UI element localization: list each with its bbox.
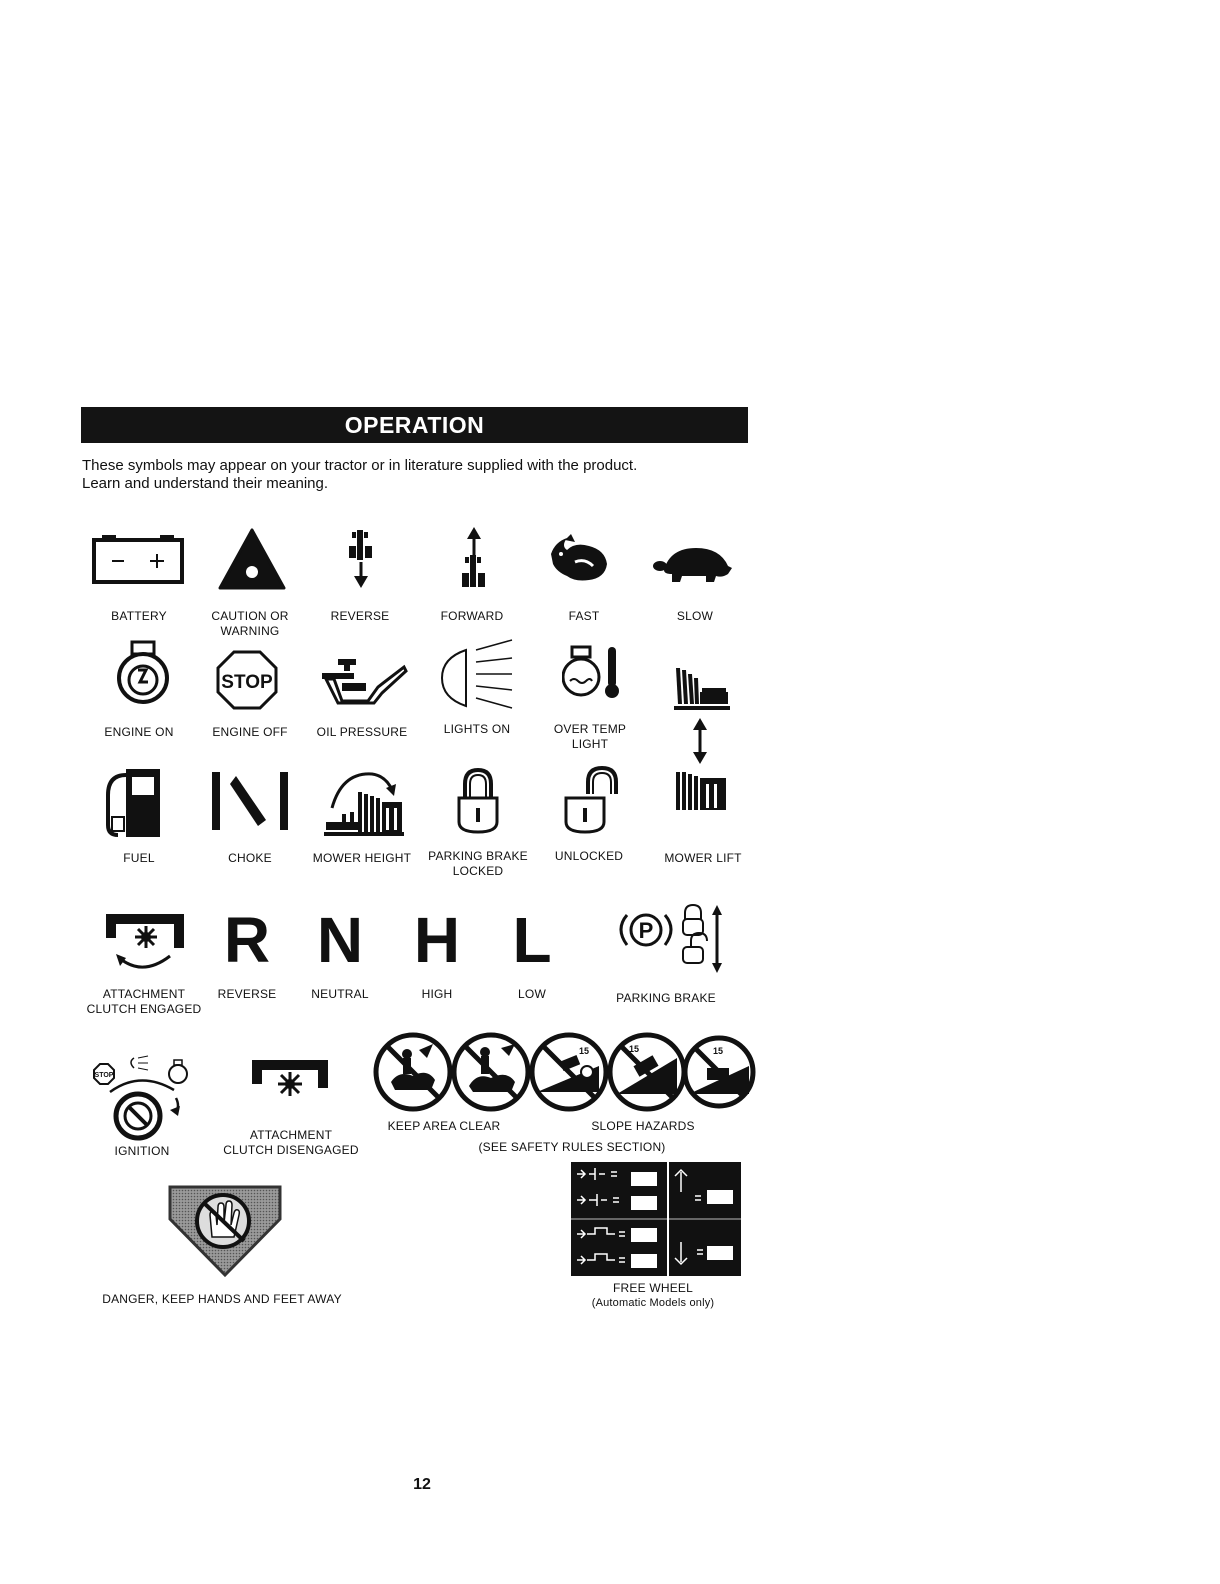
forward-icon <box>458 527 490 591</box>
ignition-label: IGNITION <box>114 1144 170 1158</box>
mower-lift-icon <box>672 664 732 812</box>
attachment-clutch-engaged-icon <box>104 908 186 978</box>
oil-pressure-label: OIL PRESSURE <box>316 725 408 739</box>
danger-label: DANGER, KEEP HANDS AND FEET AWAY <box>102 1292 342 1306</box>
battery-icon <box>90 532 186 586</box>
padlock-unlocked-icon <box>562 764 624 836</box>
neutral-letter: N <box>316 904 364 976</box>
mower-lift-label: MOWER LIFT <box>664 851 742 865</box>
free-wheel-decal-icon <box>571 1162 743 1278</box>
low-letter: L <box>512 904 552 976</box>
safety-hazard-icons <box>373 1030 757 1114</box>
fuel-pump-icon <box>104 765 162 840</box>
attachment-clutch-disengaged-icon <box>250 1056 330 1112</box>
battery-label: BATTERY <box>111 609 167 623</box>
slope-hazard-icon-2 <box>610 1035 684 1109</box>
headlight-icon <box>436 638 518 714</box>
ignition-stop-text: STOP <box>94 1072 114 1079</box>
engine-off-label: ENGINE OFF <box>212 725 288 739</box>
slope-angle-text-2: 15 <box>629 1044 640 1054</box>
over-temp-label: OVER TEMP LIGHT <box>553 722 627 751</box>
keep-area-clear-icon-2 <box>454 1035 528 1109</box>
page-number: 12 <box>413 1476 431 1493</box>
mower-height-label: MOWER HEIGHT <box>312 851 412 865</box>
mower-lift-low-grass <box>676 772 726 810</box>
fuel-label: FUEL <box>123 851 155 865</box>
unlocked-label: UNLOCKED <box>554 849 624 863</box>
parking-brake-label: PARKING BRAKE <box>616 991 716 1005</box>
lights-on-label: LIGHTS ON <box>443 722 511 736</box>
stop-icon <box>216 650 278 710</box>
fast-label: FAST <box>568 609 600 623</box>
section-title: OPERATION <box>81 407 748 443</box>
reverse-letter-label: REVERSE <box>217 987 277 1001</box>
oil-can-icon <box>318 657 410 705</box>
mower-height-icon <box>322 768 406 840</box>
over-temp-icon <box>562 645 628 701</box>
ignition-switch-icon <box>90 1052 190 1142</box>
slope-angle-text-1: 15 <box>579 1046 590 1056</box>
choke-icon <box>208 768 294 834</box>
keep-area-clear-label: KEEP AREA CLEAR <box>387 1119 501 1133</box>
padlock-locked-icon <box>455 766 501 836</box>
caution-label: CAUTION OR WARNING <box>211 609 289 638</box>
reverse-icon <box>345 528 377 590</box>
p-letter: P <box>638 918 654 943</box>
choke-label: CHOKE <box>228 851 272 865</box>
intro-line-1: These symbols may appear on your tractor or in literature supplied with the product. <box>82 457 638 474</box>
high-letter: H <box>413 904 461 976</box>
warning-icon <box>218 528 286 590</box>
slope-angle-text-3: 15 <box>713 1046 724 1056</box>
attachment-disengaged-label: ATTACHMENT CLUTCH DISENGAGED <box>223 1128 359 1157</box>
parking-brake-locked-label: PARKING BRAKE LOCKED <box>428 849 528 878</box>
turtle-icon <box>652 544 736 586</box>
engine-on-icon <box>112 640 174 708</box>
slope-hazard-icon-3 <box>685 1038 753 1106</box>
low-label: LOW <box>518 987 546 1001</box>
see-safety-rules-label: (SEE SAFETY RULES SECTION) <box>478 1140 666 1154</box>
keep-area-clear-icon-1 <box>376 1035 450 1109</box>
high-label: HIGH <box>421 987 453 1001</box>
reverse-label: REVERSE <box>330 609 390 623</box>
neutral-label: NEUTRAL <box>311 987 369 1001</box>
intro-line-2: Learn and understand their meaning. <box>82 475 329 492</box>
free-wheel-sublabel: (Automatic Models only) <box>591 1297 715 1309</box>
slope-hazard-icon-1 <box>532 1035 606 1109</box>
slow-label: SLOW <box>676 609 714 623</box>
parking-brake-icon <box>613 903 723 975</box>
rabbit-icon <box>545 532 611 584</box>
mower-lift-high-grass <box>674 668 730 710</box>
danger-hand-icon <box>166 1183 284 1279</box>
stop-icon-text: STOP <box>221 672 273 693</box>
engine-on-label: ENGINE ON <box>104 725 174 739</box>
reverse-letter: R <box>223 904 271 976</box>
forward-label: FORWARD <box>440 609 504 623</box>
slope-hazards-label: SLOPE HAZARDS <box>591 1119 695 1133</box>
attachment-engaged-label: ATTACHMENT CLUTCH ENGAGED <box>86 987 202 1016</box>
free-wheel-label: FREE WHEEL <box>612 1281 694 1295</box>
intro-text <box>82 457 762 493</box>
